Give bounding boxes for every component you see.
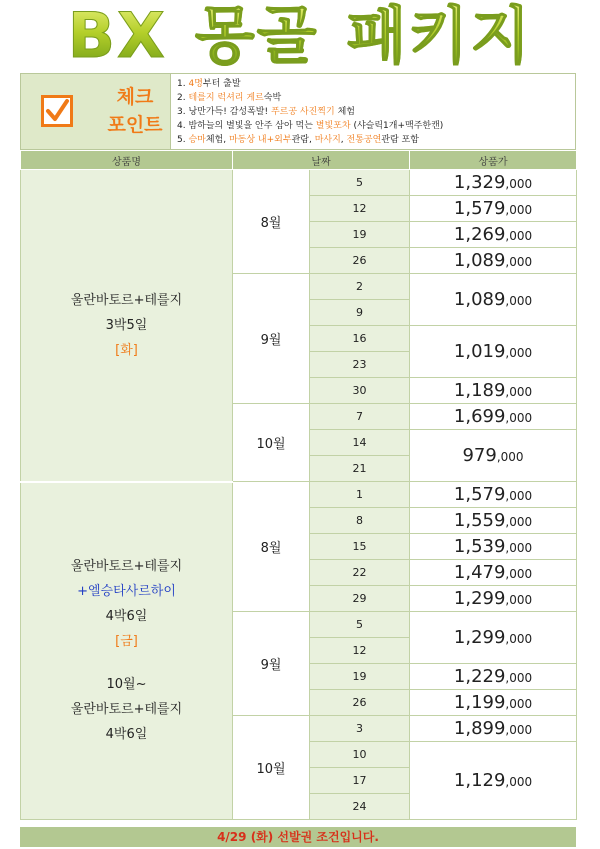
- checkpoint-label: 체크 포인트: [107, 86, 163, 136]
- price-cell: 1,199,000: [410, 690, 577, 716]
- day-cell: 12: [310, 638, 410, 664]
- page-title: [0, 0, 600, 72]
- price-cell: 979,000: [410, 430, 577, 482]
- checkpoint-item: 1. 4명부터 출발: [177, 79, 241, 89]
- price-cell: 1,579,000: [410, 482, 577, 508]
- checkpoint-label-area: [21, 74, 171, 149]
- price-cell: 1,129,000: [410, 742, 577, 820]
- price-cell: 1,089,000: [410, 248, 577, 274]
- month-cell: 9월: [233, 274, 310, 404]
- checkpoint-box: [20, 73, 576, 150]
- header-date: 날짜: [233, 151, 410, 170]
- title-part-package: 패키지: [346, 0, 533, 72]
- day-cell: 23: [310, 352, 410, 378]
- price-cell: 1,089,000: [410, 274, 577, 326]
- price-cell: 1,559,000: [410, 508, 577, 534]
- day-cell: 26: [310, 248, 410, 274]
- table-row: [21, 170, 577, 196]
- price-cell: 1,579,000: [410, 196, 577, 222]
- month-cell: 8월: [233, 170, 310, 274]
- product-cell-4n6d: 울란바토르+테를지 +엘승타사르하이 4박6일 [금] 10월~ 울란바토르+테를지 4박6일: [21, 482, 233, 820]
- day-cell: 14: [310, 430, 410, 456]
- table-header-row: [21, 151, 577, 170]
- day-cell: 17: [310, 768, 410, 794]
- price-cell: 1,539,000: [410, 534, 577, 560]
- day-cell: 29: [310, 586, 410, 612]
- price-cell: 1,699,000: [410, 404, 577, 430]
- price-cell: 1,899,000: [410, 716, 577, 742]
- day-cell: 16: [310, 326, 410, 352]
- day-cell: 22: [310, 560, 410, 586]
- price-cell: 1,299,000: [410, 612, 577, 664]
- title-part-bx: BX: [67, 0, 167, 72]
- table-row: [21, 482, 577, 508]
- day-cell: 26: [310, 690, 410, 716]
- day-cell: 5: [310, 612, 410, 638]
- day-cell: 12: [310, 196, 410, 222]
- day-cell: 2: [310, 274, 410, 300]
- price-cell: 1,299,000: [410, 586, 577, 612]
- day-cell: 3: [310, 716, 410, 742]
- day-cell: 1: [310, 482, 410, 508]
- price-cell: 1,229,000: [410, 664, 577, 690]
- day-cell: 19: [310, 222, 410, 248]
- day-cell: 10: [310, 742, 410, 768]
- day-cell: 8: [310, 508, 410, 534]
- day-cell: 7: [310, 404, 410, 430]
- checkpoint-item: 3. 낭만가득! 감성폭발! 푸르공 사진찍기 체험: [177, 107, 355, 117]
- day-cell: 5: [310, 170, 410, 196]
- checkbox-icon: [41, 95, 73, 127]
- header-product: 상품명: [21, 151, 233, 170]
- month-cell: 8월: [233, 482, 310, 612]
- price-cell: 1,479,000: [410, 560, 577, 586]
- day-cell: 30: [310, 378, 410, 404]
- month-cell: 10월: [233, 716, 310, 820]
- day-cell: 19: [310, 664, 410, 690]
- title-part-mongol: 몽골: [194, 0, 319, 72]
- price-cell: 1,189,000: [410, 378, 577, 404]
- header-price: 상품가: [410, 151, 577, 170]
- checkpoint-list: [177, 77, 573, 147]
- price-cell: 1,269,000: [410, 222, 577, 248]
- day-cell: 9: [310, 300, 410, 326]
- price-cell: 1,329,000: [410, 170, 577, 196]
- day-cell: 24: [310, 794, 410, 820]
- day-cell: 21: [310, 456, 410, 482]
- month-cell: 9월: [233, 612, 310, 716]
- checkpoint-item: 2. 테를지 럭셔리 게르숙박: [177, 93, 282, 103]
- checkpoint-item: 4. 밤하늘의 별빛을 안주 삼아 먹는 별빛포차 (샤슬릭1개+맥주한캔): [177, 121, 444, 131]
- product-cell-3n5d: 울란바토르+테를지 3박5일 [화]: [21, 170, 233, 482]
- checkpoint-item: 5. 승마체험, 마동상 내+외부관람, 마사지, 전통공연관람 포함: [177, 135, 419, 145]
- footer-notice: 4/29 (화) 선발권 조건입니다.: [20, 827, 576, 847]
- day-cell: 15: [310, 534, 410, 560]
- price-table: [20, 150, 577, 820]
- month-cell: 10월: [233, 404, 310, 482]
- price-cell: 1,019,000: [410, 326, 577, 378]
